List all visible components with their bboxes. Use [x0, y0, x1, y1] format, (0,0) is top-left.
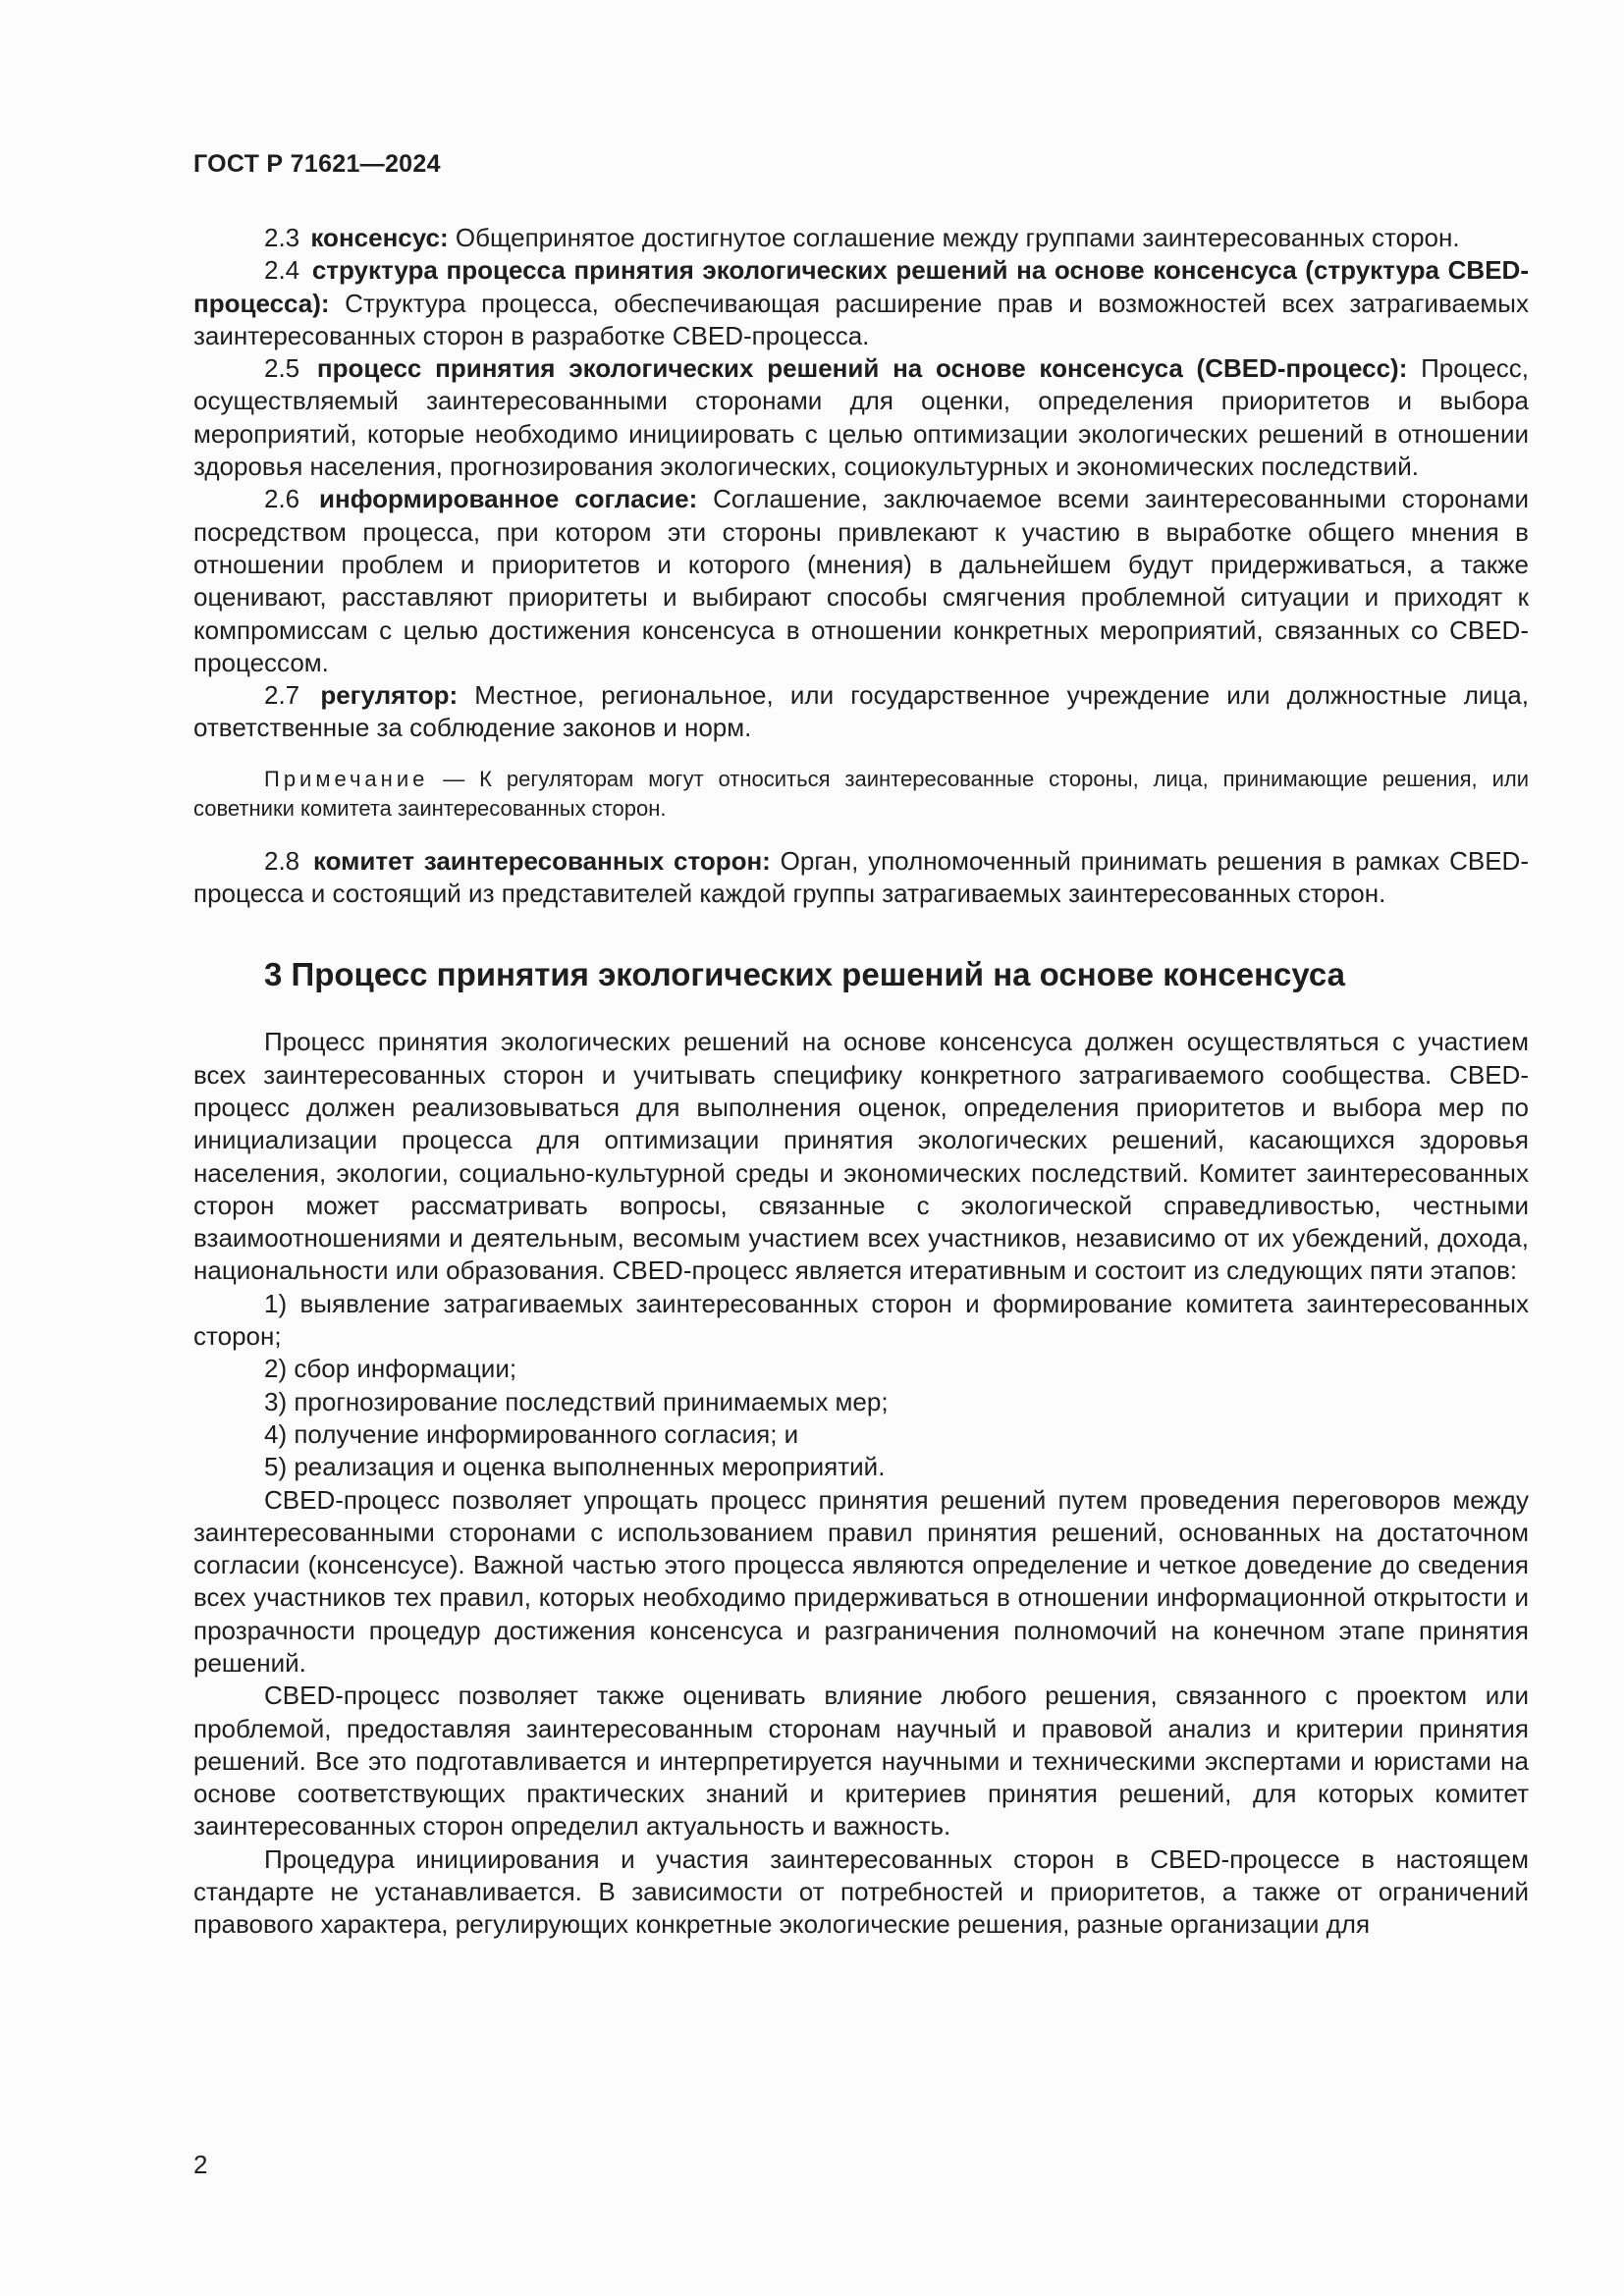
page-body [193, 222, 1529, 1942]
definition-2-5 [193, 352, 1529, 483]
list-item: 5) реализация и оценка выполненных мероприятий. [264, 1452, 886, 1482]
note [193, 765, 1529, 824]
definition-number: 2.4 [264, 255, 300, 286]
list-item: 3) прогнозирование последствий принимаемых мер; [264, 1386, 889, 1416]
definition-2-8 [193, 845, 1529, 911]
definition-text: Орган, уполномоченный принимать решения в рамках CBED-процесса и состоящий из представителей каждой группы затрагиваемых заинтересованных сторон. [193, 845, 1529, 909]
definition-2-3 [193, 222, 1529, 254]
note-label: Примечание [264, 766, 429, 791]
list-item: 4) получение информированного согласия; и [264, 1418, 799, 1449]
definition-2-6 [193, 483, 1529, 679]
definition-number: 2.8 [264, 845, 300, 876]
definition-2-4 [193, 254, 1529, 352]
document-code-header: ГОСТ Р 71621—2024 [193, 150, 441, 178]
section-3-heading: 3 Процесс принятия экологических решений на основе консенсуса [264, 956, 1346, 993]
definition-term: комитет заинтересованных сторон: [312, 845, 771, 876]
definition-term: структура процесса принятия экологических решений на основе консенсуса (структура CBED-процесса): [193, 255, 1529, 318]
definition-text: Общепринятое достигнутое соглашение между группами заинтересованных сторон. [455, 223, 1460, 252]
body-paragraph: CBED-процесс позволяет также оценивать влияние любого решения, связанного с проектом или проблемой, предоставляя заинтересованным сторонам научный и правовой анализ и критерии принятия решений. Все это подготавливается и интерпретируется научными и техническими экспертами и юристами на основе соответствующих практических знаний и критериев принятия решений, для которых комитет заинтересованных сторон определил актуальность и важность. [193, 1681, 1529, 1842]
definition-number: 2.3 [264, 223, 300, 252]
list-item: 1) выявление затрагиваемых заинтересованных сторон и формирование комитета заинтересованных сторон; [193, 1288, 1529, 1352]
definition-2-7 [193, 679, 1529, 745]
definition-term: процесс принятия экологических решений на основе консенсуса (CBED-процесс): [316, 353, 1408, 384]
definition-term: консенсус: [310, 223, 449, 252]
list-item: 2) сбор информации; [264, 1354, 517, 1384]
page-number: 2 [193, 2150, 208, 2179]
definition-term: регулятор: [320, 680, 459, 711]
definition-number: 2.7 [264, 680, 300, 711]
note-text: — К регуляторам могут относиться заинтересованные стороны, лица, принимающие решения, или советники комитета заинтересованных сторон. [193, 766, 1529, 821]
body-paragraph: Процедура инициирования и участия заинтересованных сторон в CBED-процессе в настоящем стандарте не устанавливается. В зависимости от потребностей и приоритетов, а также от ограничений правового характера, регулирующих конкретные экологические решения, разные организации для [193, 1843, 1529, 1940]
definition-text: Процесс, осуществляемый заинтересованными сторонами для оценки, определения приоритетов и выбора мероприятий, которые необходимо инициировать с целью оптимизации экологических решений в отношении здоровья населения, прогнозирования экологических, социокультурных и экономических последствий. [193, 353, 1529, 482]
definition-text: Структура процесса, обеспечивающая расширение прав и возможностей всех затрагиваемых заинтересованных сторон в разработке CBED-процесса. [193, 288, 1529, 350]
definition-number: 2.6 [264, 484, 300, 514]
definition-number: 2.5 [264, 353, 300, 384]
section-3-intro: Процесс принятия экологических решений на основе консенсуса должен осуществляться с участием всех заинтересованных сторон и учитывать специфику конкретного затрагиваемого сообщества. CBED-процесс должен реализовываться для выполнения оценок, определения приоритетов и выбора мер по инициализации процесса для оптимизации принятия экологических решений, касающихся здоровья населения, экологии, социально-культурной среды и экономических последствий. Комитет заинтересованных сторон может рассматривать вопросы, связанные с экологической справедливостью, честными взаимоотношениями и деятельным, весомым участием всех участников, независимо от их убеждений, дохода, национальности или образования. CBED-процесс является итеративным и состоит из следующих пяти этапов: [193, 1027, 1529, 1286]
definition-text: Местное, региональное, или государственное учреждение или должностные лица, ответственные за соблюдение законов и норм. [193, 680, 1529, 743]
definition-term: информированное согласие: [319, 484, 698, 514]
body-paragraph: CBED-процесс позволяет упрощать процесс принятия решений путем проведения переговоров между заинтересованными сторонами с использованием правил принятия решений, основанных на достаточном согласии (консенсусе). Важной частью этого процесса являются определение и четкое доведение до сведения всех участников тех правил, которых необходимо придерживаться в отношении информационной открытости и прозрачности процедур достижения консенсуса и разграничения полномочий на конечном этапе принятия решений. [193, 1484, 1529, 1678]
definition-text: Соглашение, заключаемое всеми заинтересованными сторонами посредством процесса, при котором эти стороны привлекают к участию в выработке общего мнения в отношении проблем и приоритетов и которого (мнения) в дальнейшем будут придерживаться, а также оценивают, расставляют приоритеты и выбирают способы смягчения проблемной ситуации и приходят к компромиссам с целью достижения консенсуса в отношении конкретных мероприятий, связанных со CBED-процессом. [193, 484, 1529, 677]
